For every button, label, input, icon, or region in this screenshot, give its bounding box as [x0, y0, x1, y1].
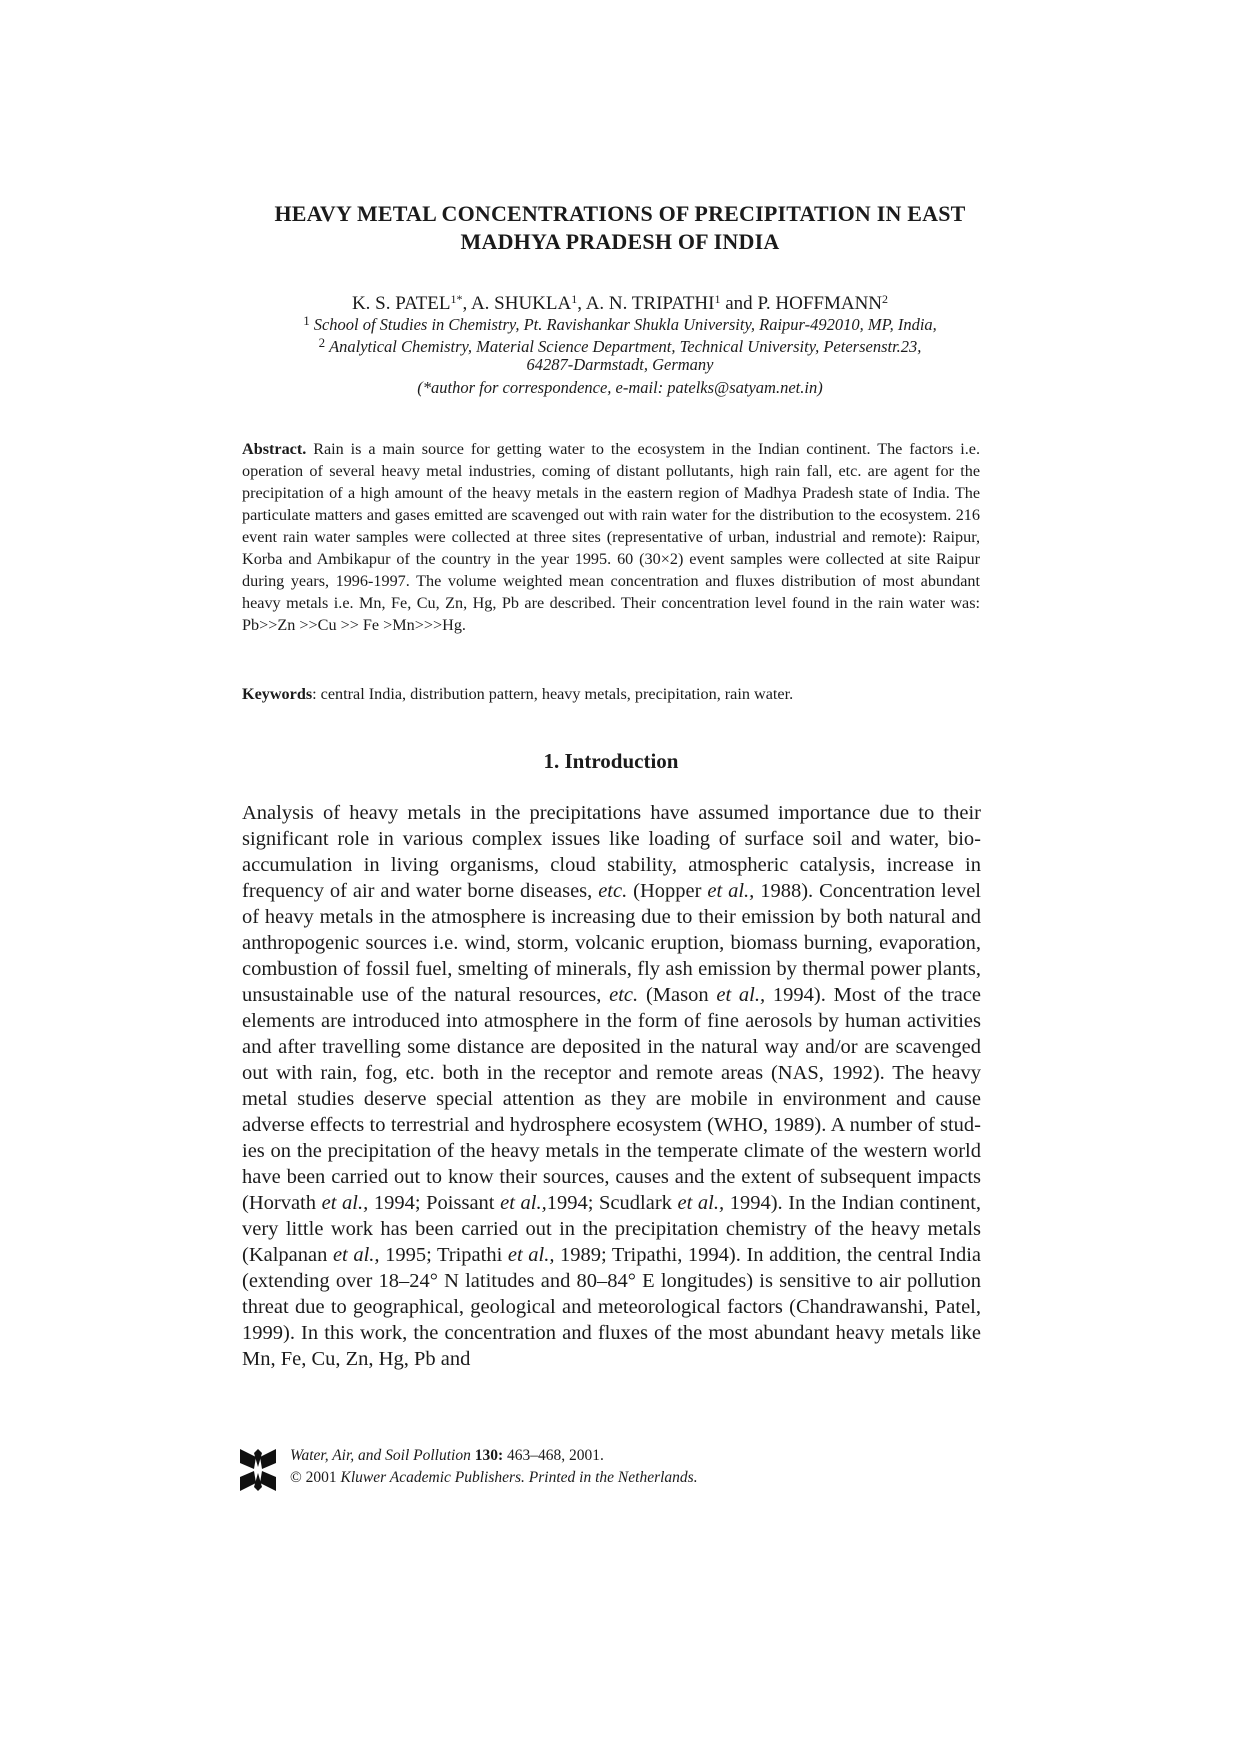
keywords-text: : central India, distribution pattern, heavy metals, precipitation, rain water. — [312, 685, 794, 703]
journal-footer — [238, 1445, 938, 1505]
author-name: A. SHUKLA — [470, 293, 572, 314]
author-separator: , — [462, 293, 471, 314]
body-italic: etc. — [598, 880, 628, 902]
body-italic: et al., — [321, 1192, 369, 1214]
title-line-1: HEAVY METAL CONCENTRATIONS OF PRECIPITATION IN EAST — [274, 201, 966, 226]
body-text: Analysis of heavy metals in the precipitations have assumed importance due to their significant role in various complex issues like loading of surface soil and water, bio-accumulation in living organisms, cloud stability, atmospheric catalysis, increase in frequency of air and water borne diseases, — [242, 802, 981, 902]
publisher-name: Kluwer Academic Publishers. Printed in the Netherlands. — [340, 1469, 698, 1486]
author-separator: and — [720, 293, 758, 314]
body-text: 1994). In the Indian continent, very little work has been carried out in the precipitation chemistry of the heavy metals (Kalpanan — [242, 1192, 982, 1266]
section-number: 1. — [543, 749, 560, 773]
section-title: Introduction — [564, 749, 679, 773]
body-text: 1994). Most of the trace elements are introduced into atmosphere in the form of fine aerosols by human activities and after travelling some distance are deposited in the natural way and/or are scavenged out with rain, fog, etc. both in the receptor and remote areas (NAS, 1992). The heavy metal studies deserve special attention as they are mobile in environment and cause adverse effects to terrestrial and hydrosphere ecosystem (WHO, 1989). A number of studies on the precipitation of the heavy metals in the temperate climate of the western world have been carried out to know their sources, causes and the extent of subsequent impacts (Horvath — [242, 984, 982, 1214]
abstract — [242, 438, 980, 636]
title-line-2: MADHYA PRADESH OF INDIA — [460, 229, 780, 254]
author-affiliation-marker: 1* — [450, 292, 463, 306]
author-separator: , — [577, 293, 586, 314]
body-italic: et al., — [716, 984, 766, 1006]
section-heading — [242, 748, 980, 774]
author-name: K. S. PATEL — [351, 293, 451, 314]
keywords — [242, 683, 980, 705]
author-name: P. HOFFMANN — [757, 293, 883, 314]
body-text: 1994; Scudlark — [546, 1192, 672, 1214]
affiliation-marker: 2 — [318, 335, 326, 350]
body-text: (Mason — [645, 984, 709, 1006]
body-text: (Hopper — [633, 880, 702, 902]
abstract-text: Rain is a main source for getting water to the ecosystem in the Indian continent. The factors i.e. operation of several heavy metal industries, coming of distant pollutants, high rain fall, etc. are agent for the precipitation of a high amount of the heavy metals in the eastern region of Madhya Pradesh state of India. The particulate matters and gases emitted are scavenged out with rain water for the distribution to the ecosystem. 216 event rain water samples were collected at three sites (representative of urban, industrial and remote): Raipur, Korba and Ambikapur of the country in the year 1995. 60 (30×2) event samples were collected at site Raipur during years, 1996-1997. The volume weighted mean concentration and fluxes distribution of most abundant heavy metals i.e. Mn, Fe, Cu, Zn, Hg, Pb are described. Their concentration level found in the rain water was: Pb>>Zn >>Cu >> Fe >Mn>>>Hg. — [242, 440, 980, 634]
body-italic: et al., — [500, 1192, 547, 1214]
affiliation-text: School of Studies in Chemistry, Pt. Ravishankar Shukla University, Raipur-492010, MP, India, — [313, 315, 937, 334]
body-text: 1989; Tripathi, 1994). In addition, the central India (extending over 18–24° N latitudes and 80–84° E longitudes) is sensitive to air pollution threat due to geographical, geological and meteorological factors (Chandrawanshi, Patel, 1999). In this work, the concentration and fluxes of the most abundant heavy metals like Mn, Fe, Cu, Zn, Hg, Pb and — [242, 1244, 982, 1370]
author-name: A. N. TRIPATHI — [585, 293, 715, 314]
body-text: 1995; Tripathi — [385, 1244, 503, 1266]
copyright-year: © 2001 — [290, 1469, 337, 1486]
abstract-label: Abstract. — [242, 440, 307, 458]
author-affiliation-marker: 2 — [882, 292, 889, 306]
affiliation-marker: 1 — [303, 313, 310, 328]
journal-citation — [290, 1445, 698, 1489]
introduction-paragraph — [242, 800, 981, 1372]
body-italic: etc. — [609, 984, 639, 1006]
journal-name: Water, Air, and Soil Pollution — [290, 1447, 471, 1464]
author-affiliation-marker: 1 — [714, 292, 721, 306]
copyright-line — [290, 1467, 698, 1489]
body-text: 1994; Poissant — [373, 1192, 495, 1214]
affiliation-2-continued: 64287-Darmstadt, Germany — [526, 355, 714, 374]
publisher-logo-icon — [238, 1447, 278, 1493]
citation-line — [290, 1445, 698, 1467]
body-italic: et al., — [677, 1192, 725, 1214]
body-text: 1988). Concentration level of heavy metals in the atmosphere is increasing due to their emission by both natural and anthropogenic sources i.e. wind, storm, volcanic eruption, biomass burning, evaporation, combustion of fossil fuel, smelting of minerals, fly ash emission by thermal power plants, unsustainable use of the natural resources, — [242, 880, 981, 1006]
journal-pages: 463–468, 2001. — [507, 1447, 604, 1464]
paper-title — [150, 200, 1090, 256]
body-italic: et al., — [707, 880, 755, 902]
journal-volume: 130: — [474, 1447, 504, 1464]
author-affiliation-marker: 1 — [571, 292, 578, 306]
keywords-label: Keywords — [242, 685, 313, 703]
correspondence-note: (*author for correspondence, e-mail: patelks@satyam.net.in) — [417, 378, 823, 397]
affiliation-text: Analytical Chemistry, Material Science Department, Technical University, Petersenstr.23, — [329, 337, 922, 356]
body-italic: et al., — [332, 1244, 380, 1266]
body-italic: et al., — [507, 1244, 555, 1266]
